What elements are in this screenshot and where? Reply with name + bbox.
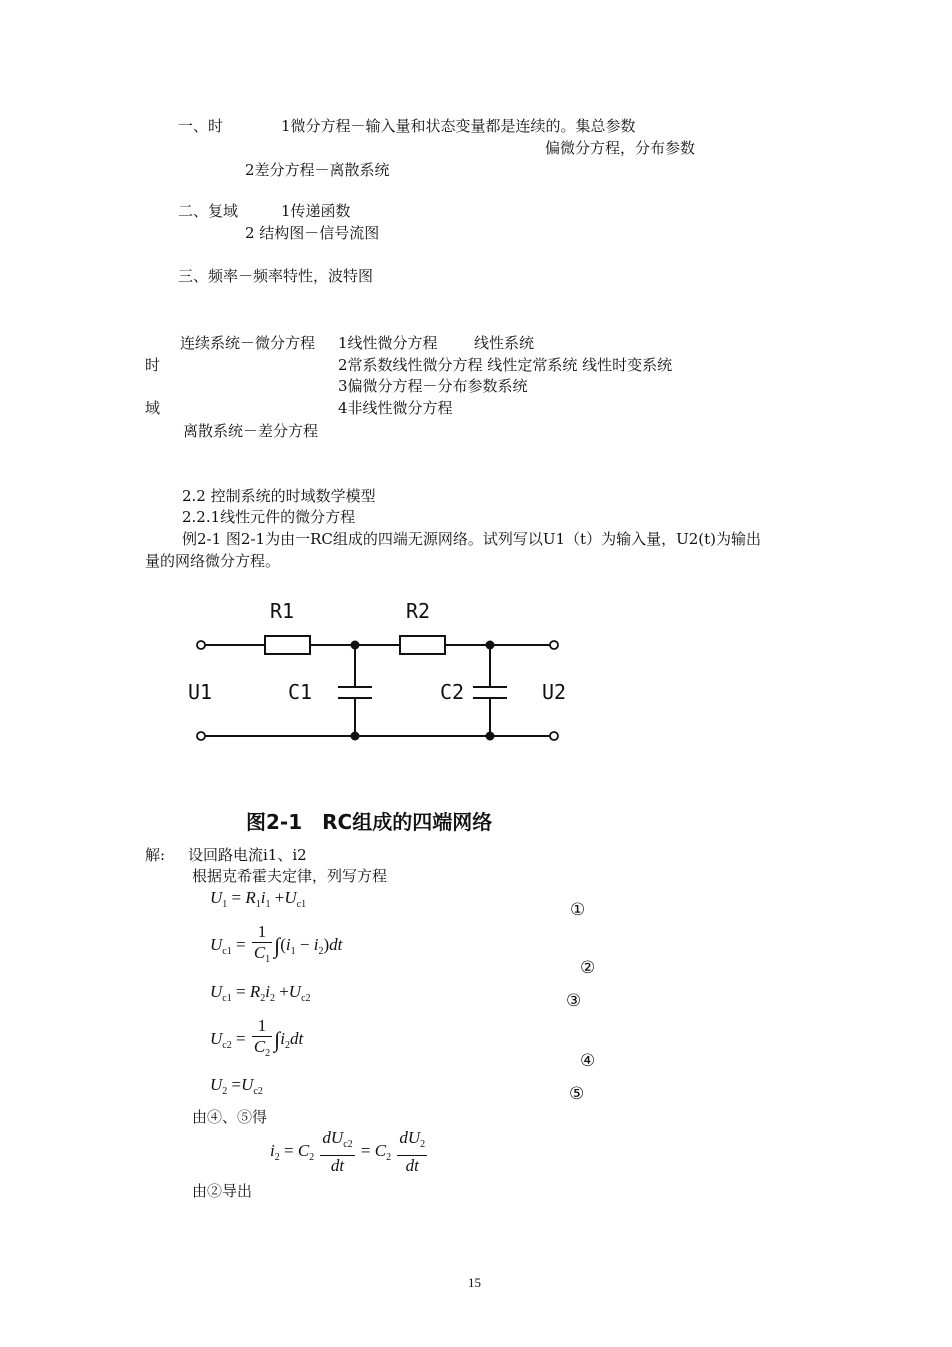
label-u2: U2: [542, 680, 567, 704]
equation-derived: $i_2 = C_2$ $\frac{dU_{c2}}{dt}$ = $C_2$ $\frac{dU_2}{dt}$: [270, 1128, 426, 1175]
label-r1: R1: [270, 599, 295, 623]
class-item4: 4非线性微分方程: [338, 399, 453, 417]
equation-5: $U_2 =U_{c2}$: [210, 1075, 263, 1097]
class-item3: 3偏微分方程－分布参数系统: [338, 377, 528, 395]
example-line-2: 量的网络微分方程。: [145, 552, 281, 570]
derive-from-2: 由②导出: [192, 1182, 253, 1200]
marker-4: ④: [580, 1051, 596, 1071]
terminal-in-bottom: [197, 732, 205, 740]
outline-partial-differential: 偏微分方程，分布参数: [545, 139, 696, 157]
terminal-in-top: [197, 641, 205, 649]
solution-line-1: 设回路电流i1、i2: [188, 846, 307, 864]
section-heading: 2.2 控制系统的时域数学模型: [182, 487, 376, 505]
resistor-r2: [400, 636, 445, 654]
terminal-out-bottom: [550, 732, 558, 740]
solution-line-2: 根据克希霍夫定律，列写方程: [192, 867, 388, 885]
figure-caption: 图2-1 RC组成的四端网络: [246, 810, 493, 834]
outline-time-domain: 一、时: [178, 117, 224, 135]
label-c1: C1: [288, 680, 313, 704]
derive-from-4-5: 由④、⑤得: [192, 1108, 268, 1126]
outline-transfer-function: 1传递函数: [281, 202, 351, 220]
equation-3: $U_{c1} = R_2i_2 +U_{c2}$: [210, 982, 311, 1004]
junction-bottom-right: [486, 732, 495, 741]
equation-4: $U_{c2}$ = $\frac{1}{C_2}$ $\int i_2dt$: [210, 1016, 304, 1059]
equation-2: $U_{c1}$ = $\frac{1}{C_1}$ $\int(i_1 - i_2)dt$: [210, 922, 343, 965]
class-item1b: 线性系统: [474, 334, 535, 352]
class-continuous: 连续系统－微分方程: [180, 334, 316, 352]
marker-2: ②: [580, 958, 596, 978]
example-line-1: 例2-1 图2-1为由一RC组成的四端无源网络。试列写以U1（t）为输入量，U2(t)为输出: [182, 530, 761, 548]
class-item1: 1线性微分方程: [338, 334, 438, 352]
class-item2: 2常系数线性微分方程 线性定常系统 线性时变系统: [338, 356, 673, 374]
marker-5: ⑤: [569, 1084, 585, 1104]
class-shi: 时: [145, 356, 161, 374]
junction-top-left: [351, 641, 360, 650]
page-number: 15: [468, 1275, 481, 1290]
class-discrete: 离散系统－差分方程: [183, 422, 319, 440]
equation-1: $U_1 = R_1i_1 +U_{c1}$: [210, 888, 307, 910]
subsection-heading: 2.2.1线性元件的微分方程: [182, 508, 356, 526]
marker-1: ①: [570, 900, 586, 920]
class-yu: 域: [145, 399, 161, 417]
outline-complex-domain: 二、复域: [178, 202, 239, 220]
solution-label: 解:: [145, 846, 166, 864]
label-u1: U1: [188, 680, 213, 704]
outline-differential-eq: 1微分方程－输入量和状态变量都是连续的。集总参数: [281, 117, 636, 135]
outline-frequency: 三、频率－频率特性，波特图: [178, 267, 374, 285]
junction-bottom-left: [351, 732, 360, 741]
marker-3: ③: [566, 991, 582, 1011]
junction-top-right: [486, 641, 495, 650]
outline-block-diagram: 2 结构图－信号流图: [245, 224, 380, 242]
terminal-out-top: [550, 641, 558, 649]
outline-difference-eq: 2差分方程－离散系统: [245, 161, 390, 179]
resistor-r1: [265, 636, 310, 654]
label-r2: R2: [406, 599, 431, 623]
label-c2: C2: [440, 680, 465, 704]
